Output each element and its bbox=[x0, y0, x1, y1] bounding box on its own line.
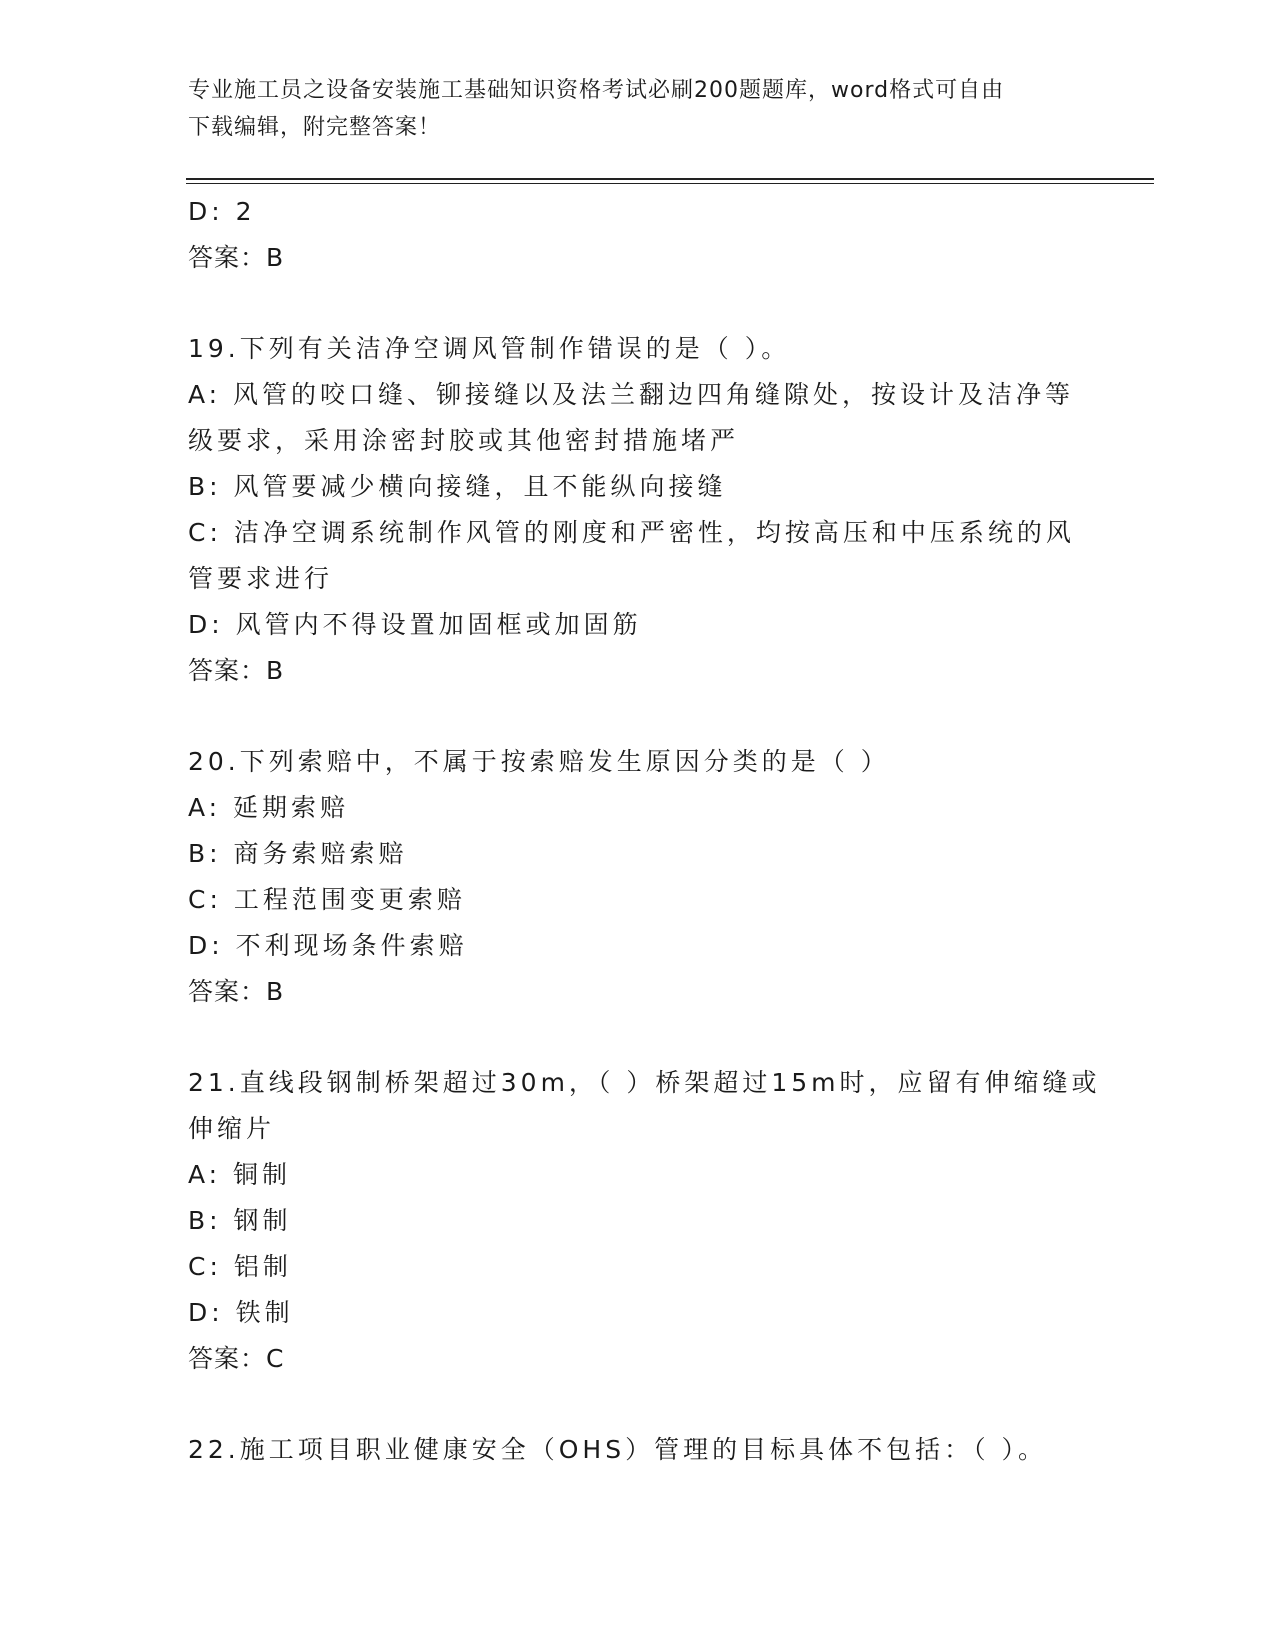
header-line-2: 下载编辑，附完整答案！ bbox=[188, 115, 442, 140]
option-d: D: 铁制 bbox=[188, 1298, 294, 1327]
page-header bbox=[188, 72, 1088, 146]
option-c: C: 铝制 bbox=[188, 1252, 292, 1281]
option-b: B: 钢制 bbox=[188, 1206, 292, 1235]
header-divider-thick bbox=[186, 178, 1154, 180]
option-d: D: 风管内不得设置加固框或加固筋 bbox=[188, 610, 642, 639]
question-20 bbox=[188, 739, 1108, 1015]
option-a-line-1: A: 风管的咬口缝、铆接缝以及法兰翻边四角缝隙处，按设计及洁净等 bbox=[188, 380, 1075, 409]
question-list bbox=[188, 189, 1108, 1473]
option-a: A: 铜制 bbox=[188, 1160, 292, 1189]
answer: 答案：B bbox=[188, 656, 285, 685]
option-a-line-2: 级要求，采用涂密封胶或其他密封措施堵严 bbox=[188, 426, 740, 455]
option-c: C: 工程范围变更索赔 bbox=[188, 885, 466, 914]
answer: 答案：B bbox=[188, 243, 285, 272]
option-a: A: 延期索赔 bbox=[188, 793, 350, 822]
question-text-line-2: 伸缩片 bbox=[188, 1114, 276, 1143]
question-21 bbox=[188, 1060, 1108, 1382]
answer: 答案：C bbox=[188, 1344, 285, 1373]
question-18-tail bbox=[188, 189, 1108, 281]
question-text: 19.下列有关洁净空调风管制作错误的是（ ）。 bbox=[188, 334, 791, 363]
question-text-line-1: 21.直线段钢制桥架超过30m，（ ）桥架超过15m时，应留有伸缩缝或 bbox=[188, 1068, 1101, 1097]
question-19 bbox=[188, 326, 1108, 694]
header-line-1: 专业施工员之设备安装施工基础知识资格考试必刷200题题库，word格式可自由 bbox=[188, 78, 1005, 103]
option-b: B: 商务索赔索赔 bbox=[188, 839, 408, 868]
option-d: D: 不利现场条件索赔 bbox=[188, 931, 468, 960]
option-c-line-1: C: 洁净空调系统制作风管的刚度和严密性，均按高压和中压系统的风 bbox=[188, 518, 1075, 547]
option-d: D: 2 bbox=[188, 197, 256, 226]
question-text: 22.施工项目职业健康安全（OHS）管理的目标具体不包括：（ ）。 bbox=[188, 1435, 1048, 1464]
option-b: B: 风管要减少横向接缝，且不能纵向接缝 bbox=[188, 472, 727, 501]
header-divider-thin bbox=[186, 183, 1154, 184]
question-text: 20.下列索赔中，不属于按索赔发生原因分类的是（ ） bbox=[188, 747, 890, 776]
option-c-line-2: 管要求进行 bbox=[188, 564, 334, 593]
question-22 bbox=[188, 1427, 1108, 1473]
answer: 答案：B bbox=[188, 977, 285, 1006]
